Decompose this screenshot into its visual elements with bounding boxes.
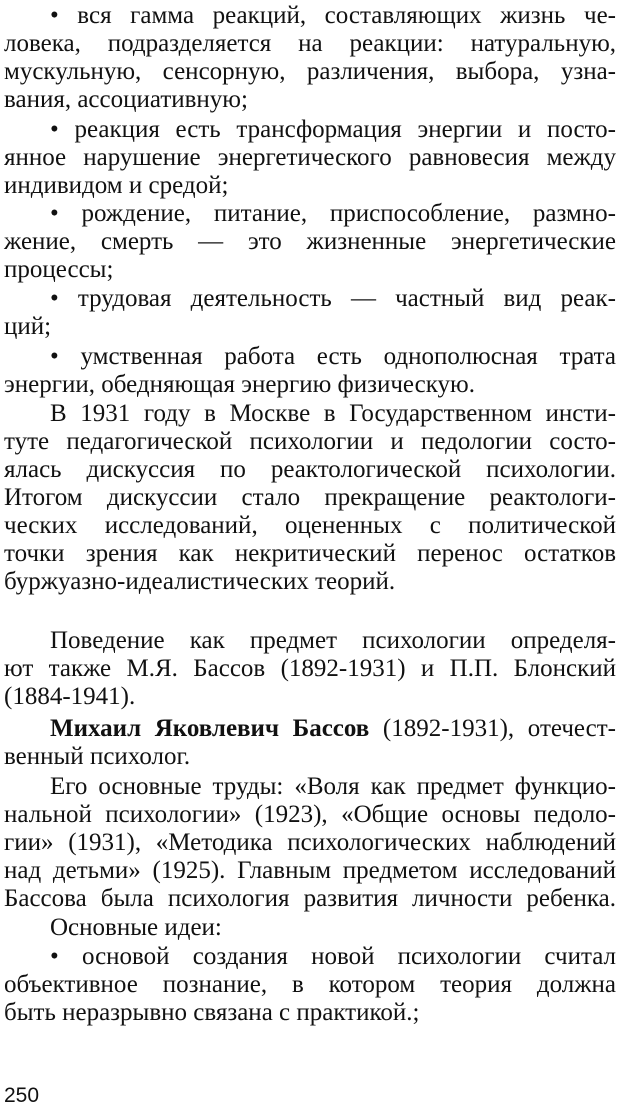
- text-line: • трудовая деятельность — частный вид реак-: [50, 285, 616, 312]
- text-line: Итогом дискуссии стало прекращение реактологи-: [4, 484, 616, 511]
- text-line: ций;: [4, 313, 52, 340]
- text-line: гии» (1931), «Методика психологических наблюдений: [4, 829, 616, 856]
- text-line: туте педагогической психологии и педологии состо-: [4, 428, 616, 455]
- text-line: энергии, обедняющая энергию физическую.: [4, 371, 475, 398]
- text-line: Основные идеи:: [50, 914, 222, 941]
- person-name: Михаил Яковлевич Бассов: [50, 715, 370, 742]
- text-line: процессы;: [4, 256, 114, 283]
- text-line: • реакция есть трансформация энергии и посто-: [50, 116, 616, 143]
- text-line: ют также М.Я. Бассов (1892-1931) и П.П. Блонский: [4, 655, 616, 682]
- text-line: Поведение как предмет психологии определя-: [50, 627, 616, 654]
- text-line: объективное познание, в котором теория должна: [4, 971, 616, 998]
- text-line: • вся гамма реакций, составляющих жизнь че-: [50, 2, 616, 29]
- text-line: • рождение, питание, приспособление, размно-: [50, 200, 616, 227]
- text-line: мускульную, сенсорную, различения, выбора, узна-: [4, 58, 616, 85]
- text-line: ловека, подразделяется на реакции: натуральную,: [4, 30, 616, 57]
- text-line: В 1931 году в Москве в Государственном инсти-: [50, 400, 616, 427]
- page-number: 250: [4, 1084, 40, 1107]
- text-line: ческих исследований, оцененных с политической: [4, 512, 616, 539]
- text-line: янное нарушение энергетического равновесия между: [4, 144, 616, 171]
- text-line: • умственная работа есть однополюсная трата: [50, 343, 616, 370]
- text-line: • основой создания новой психологии считал: [50, 943, 616, 970]
- text-line: над детьми» (1925). Главным предметом исследований: [4, 857, 616, 884]
- text-line: быть неразрывно связана с практикой.;: [4, 999, 420, 1026]
- text-line: индивидом и средой;: [4, 172, 229, 199]
- text-line: буржуазно-идеалистических теорий.: [4, 568, 396, 595]
- text-line: точки зрения как некритический перенос остатков: [4, 540, 616, 567]
- text-line: вания, ассоциативную;: [4, 86, 248, 113]
- text-line: Его основные труды: «Воля как предмет функцио-: [50, 773, 616, 800]
- text-line: ялась дискуссия по реактологической психологии.: [4, 456, 616, 483]
- text-line: Бассова была психология развития личности ребенка.: [4, 885, 616, 912]
- text-fragment: (1892-1931), отечест-: [382, 715, 616, 742]
- text-line: [50, 715, 616, 743]
- text-line: жение, смерть — это жизненные энергетические: [4, 228, 616, 255]
- text-line: венный психолог.: [4, 743, 191, 770]
- text-line: (1884-1941).: [4, 683, 136, 710]
- text-line: нальной психологии» (1923), «Общие основы педоло-: [4, 801, 616, 828]
